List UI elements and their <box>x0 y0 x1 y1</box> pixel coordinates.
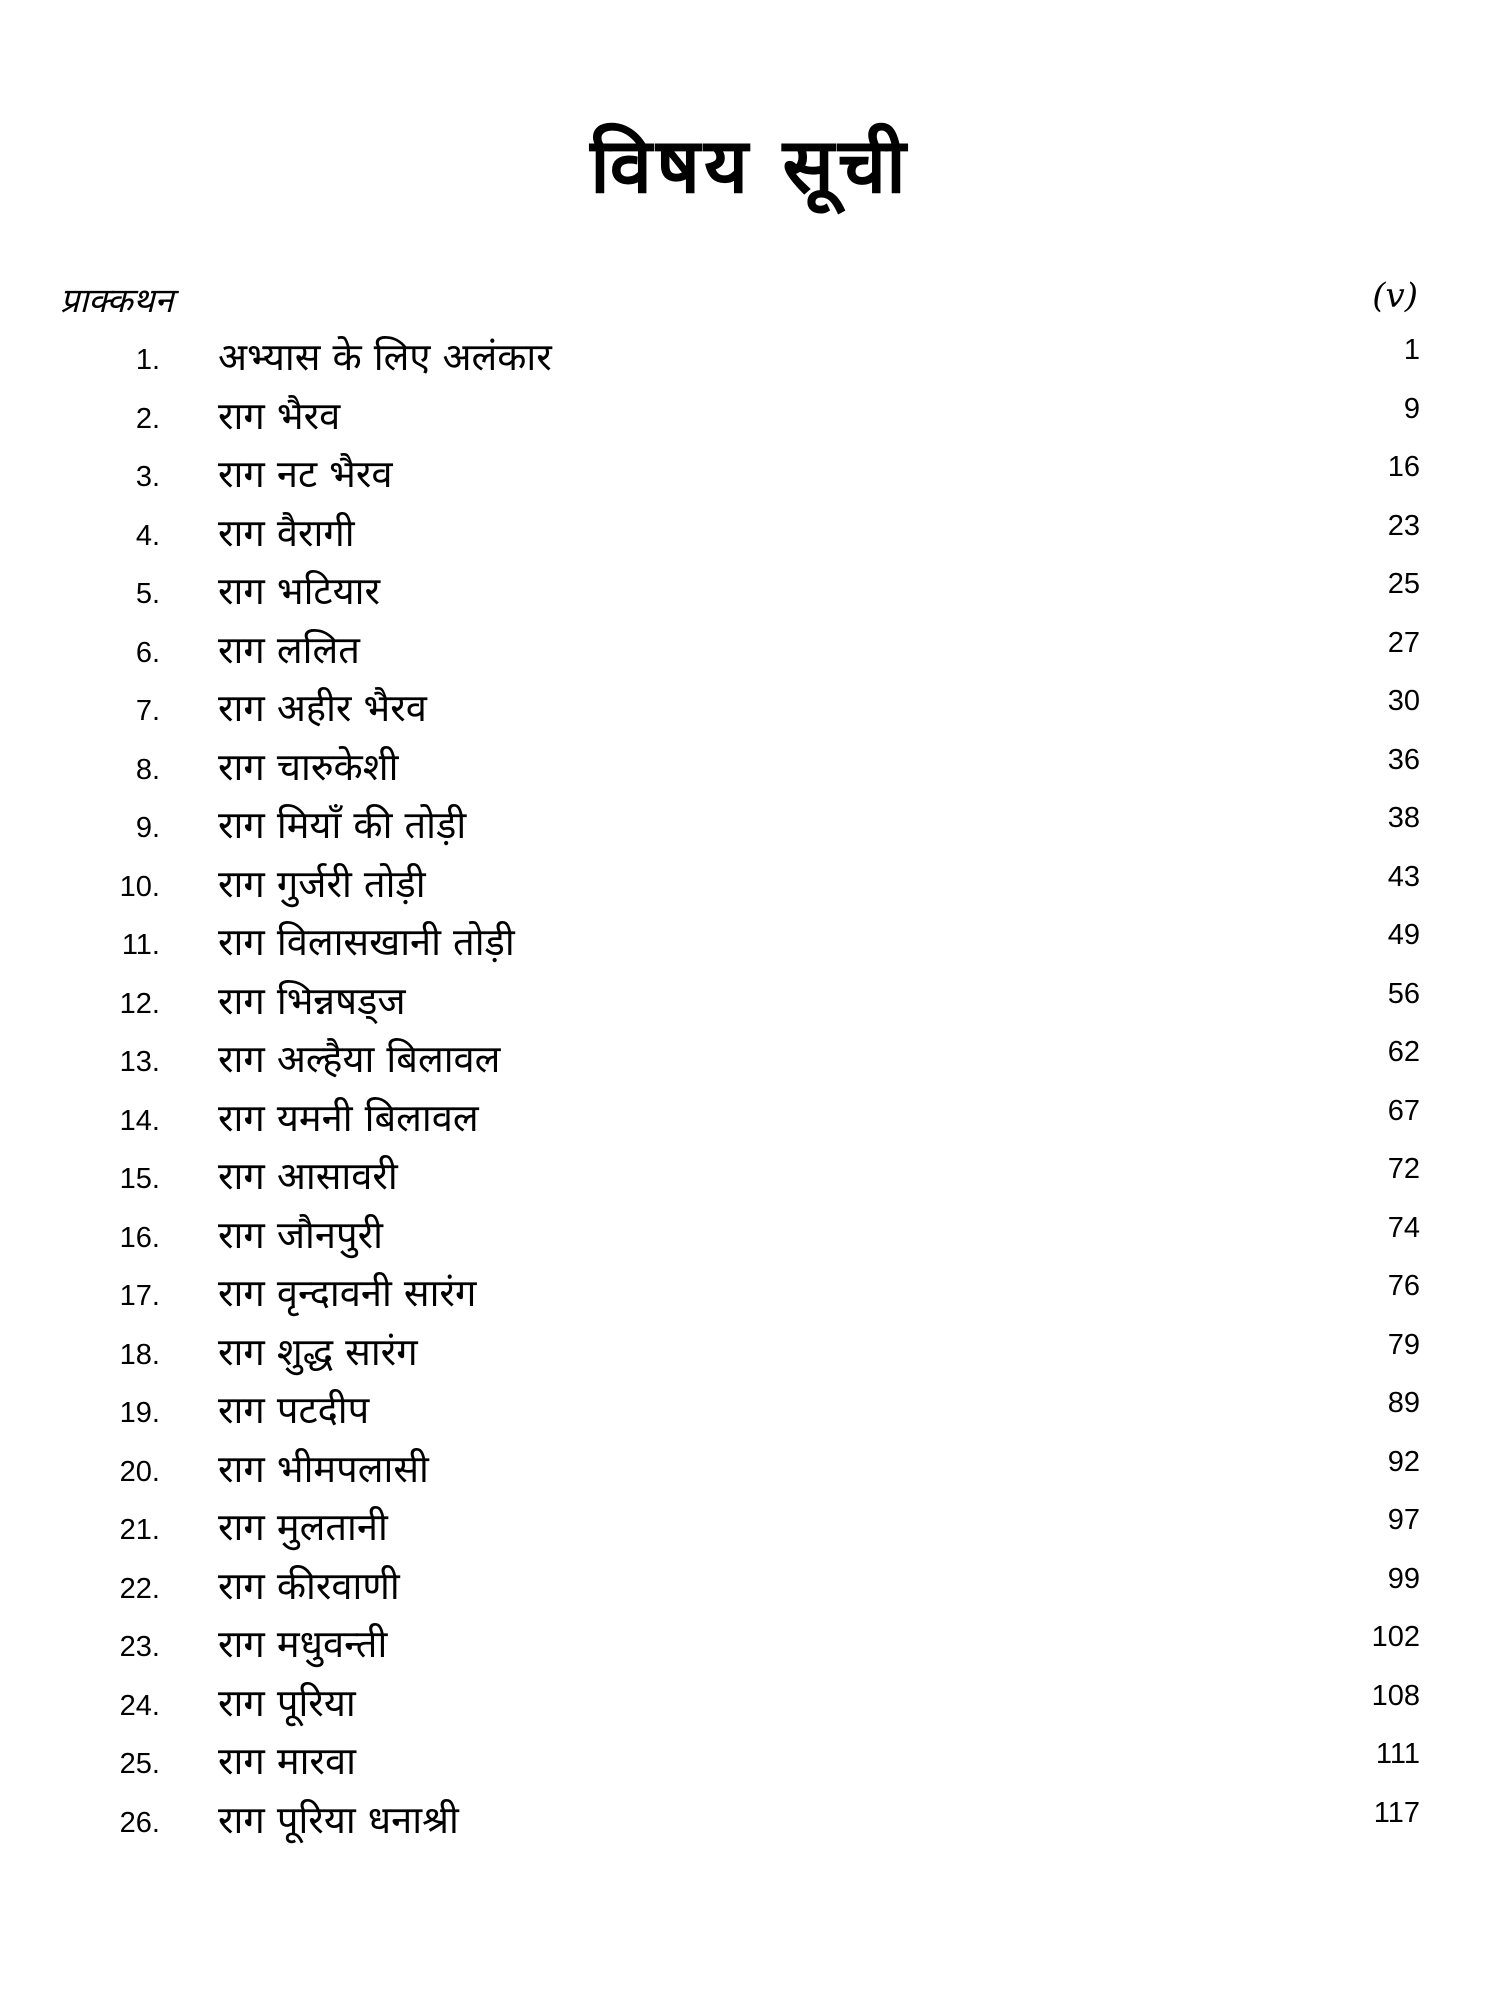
preface-row[interactable] <box>60 276 1418 326</box>
toc-entry[interactable] <box>0 1734 1500 1793</box>
toc-entry-title: अभ्यास के लिए अलंकार <box>218 335 552 379</box>
toc-entry-number: 11. <box>121 929 160 961</box>
toc-entry-number: 20. <box>119 1455 160 1488</box>
toc-entry-title: राग भटियार <box>218 569 380 613</box>
toc-entry-title: राग पूरिया <box>218 1680 356 1725</box>
toc-entry-number: 4. <box>135 519 160 552</box>
toc-entry[interactable] <box>0 330 1500 389</box>
toc-entry-page: 43 <box>1387 860 1420 893</box>
toc-entry-page: 1 <box>1403 334 1420 366</box>
toc-entry[interactable] <box>0 798 1500 857</box>
toc-entry-page: 108 <box>1371 1679 1420 1712</box>
toc-entry-page: 67 <box>1387 1094 1420 1127</box>
toc-entry-page: 79 <box>1387 1328 1420 1361</box>
toc-entry[interactable] <box>0 681 1500 740</box>
toc-entry-number: 2. <box>135 402 160 435</box>
toc-entry-title: राग भिन्नषड्ज <box>218 978 406 1023</box>
toc-entry-number: 5. <box>135 578 160 610</box>
toc-entry-number: 17. <box>119 1280 160 1312</box>
toc-entry-page: 76 <box>1387 1270 1420 1302</box>
toc-entry-number: 3. <box>135 461 160 493</box>
toc-entry[interactable] <box>0 506 1500 565</box>
toc-entry-number: 19. <box>119 1397 160 1429</box>
toc-entry-number: 26. <box>119 1806 160 1839</box>
toc-entry[interactable] <box>0 1676 1500 1735</box>
toc-entry-title: राग विलासखानी तोड़ी <box>218 920 515 964</box>
toc-entry-number: 1. <box>135 344 160 376</box>
toc-entry-page: 74 <box>1387 1211 1420 1244</box>
toc-entry-title: राग कीरवाणी <box>218 1563 400 1608</box>
toc-entry[interactable] <box>0 1208 1500 1267</box>
toc-entry-page: 30 <box>1387 685 1420 717</box>
toc-entry[interactable] <box>0 915 1500 974</box>
toc-entry-title: राग अल्हैया बिलावल <box>218 1037 501 1081</box>
toc-entry-number: 22. <box>119 1572 160 1605</box>
toc-entry-page: 102 <box>1371 1621 1420 1653</box>
toc-entry[interactable] <box>0 1325 1500 1384</box>
toc-entry[interactable] <box>0 974 1500 1033</box>
toc-entry-page: 56 <box>1387 977 1420 1010</box>
toc-entry-title: राग पूरिया धनाश्री <box>218 1797 459 1842</box>
toc-entry-page: 25 <box>1387 568 1420 600</box>
toc-entry-number: 14. <box>119 1104 160 1137</box>
toc-entry-page: 27 <box>1387 626 1420 659</box>
toc-entry[interactable] <box>0 740 1500 799</box>
toc-entry-title: राग आसावरी <box>218 1154 398 1198</box>
toc-entry[interactable] <box>0 1149 1500 1208</box>
toc-entry-title: राग यमनी बिलावल <box>218 1095 479 1140</box>
preface-label: प्राक्कथन <box>60 281 174 321</box>
toc-entry-page: 9 <box>1403 392 1420 425</box>
toc-entry-number: 15. <box>119 1163 160 1195</box>
toc-entry-title: राग चारुकेशी <box>218 744 399 789</box>
toc-entry-title: राग जौनपुरी <box>218 1212 383 1257</box>
toc-entry-title: राग शुद्ध सारंग <box>218 1329 418 1374</box>
toc-entry[interactable] <box>0 1266 1500 1325</box>
toc-entry-number: 7. <box>135 695 160 727</box>
toc-entry-page: 23 <box>1387 509 1420 542</box>
toc-entry[interactable] <box>0 1559 1500 1618</box>
toc-entry-number: 16. <box>119 1221 160 1254</box>
toc-entry[interactable] <box>0 447 1500 506</box>
toc-entry-page: 16 <box>1387 451 1420 483</box>
toc-entry-title: राग वैरागी <box>218 510 355 555</box>
toc-entry-page: 97 <box>1387 1504 1420 1536</box>
toc-entry[interactable] <box>0 1793 1500 1852</box>
toc-entry-title: राग मियाँ की तोड़ी <box>218 803 467 847</box>
toc-entry[interactable] <box>0 1442 1500 1501</box>
toc-entry-title: राग पटदीप <box>218 1388 370 1432</box>
toc-entry[interactable] <box>0 1500 1500 1559</box>
toc-entry[interactable] <box>0 1383 1500 1442</box>
toc-entry-number: 23. <box>119 1631 160 1663</box>
toc-entry[interactable] <box>0 623 1500 682</box>
toc-entry-number: 6. <box>135 636 160 669</box>
toc-entry-title: राग अहीर भैरव <box>218 686 427 730</box>
toc-entry-title: राग भैरव <box>218 393 341 438</box>
toc-entry-page: 72 <box>1387 1153 1420 1185</box>
toc-entry-title: राग मारवा <box>218 1739 356 1783</box>
toc-entry-page: 89 <box>1387 1387 1420 1419</box>
toc-entry-title: राग नट भैरव <box>218 452 393 496</box>
toc-entry-page: 92 <box>1387 1445 1420 1478</box>
toc-entry[interactable] <box>0 1032 1500 1091</box>
toc-entry[interactable] <box>0 564 1500 623</box>
preface-page-number: (v) <box>1372 276 1418 316</box>
toc-entry-number: 25. <box>119 1748 160 1780</box>
toc-entry-title: राग मधुवन्ती <box>218 1622 388 1666</box>
toc-entry-number: 21. <box>119 1514 160 1546</box>
toc-entry-number: 24. <box>119 1689 160 1722</box>
table-of-contents <box>0 330 1500 1851</box>
toc-entry-number: 9. <box>135 812 160 844</box>
toc-entry[interactable] <box>0 857 1500 916</box>
toc-entry-number: 13. <box>119 1046 160 1078</box>
toc-entry-page: 62 <box>1387 1036 1420 1068</box>
toc-entry-page: 36 <box>1387 743 1420 776</box>
toc-entry-number: 18. <box>119 1338 160 1371</box>
toc-entry-title: राग मुलतानी <box>218 1505 388 1549</box>
toc-entry[interactable] <box>0 1617 1500 1676</box>
toc-entry[interactable] <box>0 1091 1500 1150</box>
toc-entry-number: 12. <box>119 987 160 1020</box>
toc-entry-title: राग भीमपलासी <box>218 1446 429 1491</box>
toc-entry-number: 10. <box>119 870 160 903</box>
toc-entry-title: राग ललित <box>218 627 360 672</box>
toc-entry-title: राग वृन्दावनी सारंग <box>218 1271 477 1315</box>
toc-entry-page: 99 <box>1387 1562 1420 1595</box>
toc-entry-page: 49 <box>1387 919 1420 951</box>
toc-entry-page: 111 <box>1375 1738 1420 1770</box>
toc-entry-page: 38 <box>1387 802 1420 834</box>
toc-entry-title: राग गुर्जरी तोड़ी <box>218 861 426 906</box>
toc-entry[interactable] <box>0 389 1500 448</box>
page-title: विषय सूची <box>590 121 910 210</box>
toc-entry-number: 8. <box>135 753 160 786</box>
toc-entry-page: 117 <box>1373 1796 1420 1829</box>
